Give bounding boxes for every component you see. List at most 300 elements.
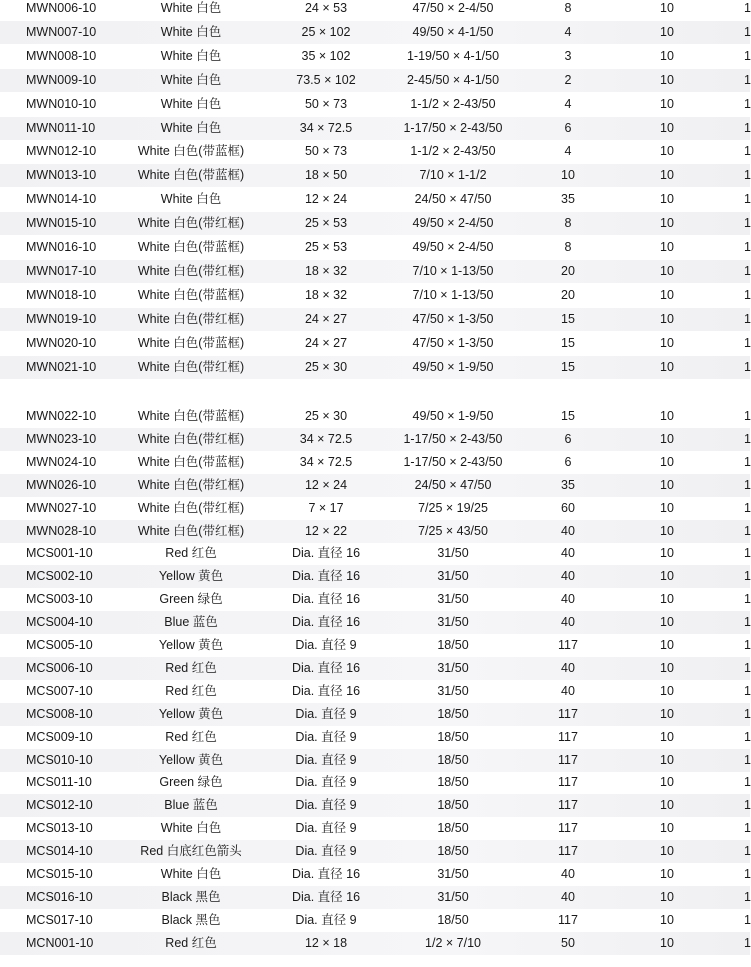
size-inch: 1-17/50 × 2-43/50 — [403, 431, 503, 446]
size-inch: 7/10 × 1-13/50 — [412, 287, 494, 302]
cut-off-value: 1 — [744, 168, 751, 183]
table-row — [0, 771, 750, 794]
product-code: MWN016-10 — [26, 240, 97, 254]
cut-off-value: 1 — [744, 48, 751, 63]
cut-off-value: 1 — [744, 752, 751, 767]
size-mm: Dia. 直径 16 — [291, 660, 361, 675]
product-code: MCS012-10 — [26, 798, 93, 813]
pack-count: 10 — [660, 615, 674, 630]
table-row — [0, 909, 750, 932]
cut-off-value: 1 — [744, 615, 751, 630]
pack-count: 10 — [660, 500, 674, 515]
cut-off-value: 1 — [744, 120, 751, 135]
pack-count: 10 — [660, 96, 674, 111]
table-row — [0, 164, 750, 187]
table-row — [0, 680, 750, 703]
quantity-per-sheet: 6 — [564, 454, 572, 469]
color-description: White 白色 — [160, 1, 222, 15]
product-code: MWN027-10 — [26, 500, 97, 515]
color-description: White 白色(带蓝框) — [137, 168, 245, 183]
quantity-per-sheet: 8 — [564, 216, 572, 231]
size-inch: 18/50 — [437, 775, 469, 790]
size-mm: 25 × 30 — [304, 409, 348, 423]
quantity-per-sheet: 35 — [561, 192, 575, 207]
pack-count: 10 — [660, 706, 674, 721]
pack-count: 10 — [660, 24, 674, 39]
size-inch: 18/50 — [437, 844, 469, 859]
cut-off-value: 1 — [744, 867, 751, 881]
cut-off-value: 1 — [744, 775, 751, 790]
color-description: White 白色(带蓝框) — [137, 240, 245, 254]
pack-count: 10 — [660, 1, 674, 15]
table-row — [0, 703, 750, 726]
pack-count: 10 — [660, 263, 674, 278]
color-description: White 白色 — [160, 24, 222, 39]
size-mm: 34 × 72.5 — [299, 431, 353, 446]
size-mm: Dia. 直径 9 — [295, 729, 357, 744]
size-inch: 18/50 — [437, 729, 469, 744]
color-description: White 白色(带蓝框) — [137, 144, 245, 159]
size-inch: 2-45/50 × 4-1/50 — [406, 72, 500, 87]
pack-count: 10 — [660, 935, 674, 950]
table-row — [0, 749, 750, 772]
size-mm: Dia. 直径 16 — [291, 546, 361, 561]
cut-off-value: 1 — [744, 638, 751, 652]
quantity-per-sheet: 117 — [558, 638, 578, 652]
quantity-per-sheet: 117 — [558, 844, 578, 859]
cut-off-value: 1 — [744, 287, 751, 302]
size-inch: 1-19/50 × 4-1/50 — [406, 48, 500, 63]
size-mm: 24 × 27 — [304, 335, 348, 350]
color-description: Blue 蓝色 — [164, 798, 218, 813]
size-mm: 35 × 102 — [301, 48, 351, 63]
quantity-per-sheet: 40 — [561, 592, 575, 607]
table-row — [0, 840, 750, 863]
size-inch: 18/50 — [437, 821, 469, 836]
product-code: MWN007-10 — [26, 24, 97, 39]
table-row — [0, 428, 750, 451]
table-row — [0, 0, 750, 20]
color-description: Blue 蓝色 — [164, 615, 218, 630]
product-code: MCS004-10 — [26, 615, 93, 630]
product-code: MCS003-10 — [26, 592, 93, 607]
quantity-per-sheet: 15 — [561, 409, 575, 423]
pack-count: 10 — [660, 912, 674, 927]
pack-count: 10 — [660, 216, 674, 231]
table-row — [0, 611, 750, 634]
quantity-per-sheet: 117 — [558, 706, 578, 721]
product-code: MCS017-10 — [26, 912, 93, 927]
cut-off-value: 1 — [744, 592, 751, 607]
product-code: MWN028-10 — [26, 523, 97, 538]
quantity-per-sheet: 10 — [561, 168, 575, 183]
product-code: MWN015-10 — [26, 216, 97, 231]
color-description: White 白色 — [160, 96, 222, 111]
quantity-per-sheet: 4 — [564, 144, 572, 159]
table-row — [0, 520, 750, 543]
cut-off-value: 1 — [744, 683, 751, 698]
color-description: White 白色 — [160, 192, 222, 207]
color-description: White 白色 — [160, 72, 222, 87]
size-inch: 7/10 × 1-13/50 — [412, 263, 494, 278]
cut-off-value: 1 — [744, 240, 751, 254]
color-description: White 白色(带红框) — [137, 311, 245, 326]
cut-off-value: 1 — [744, 192, 751, 207]
product-code: MWN008-10 — [26, 48, 97, 63]
size-mm: 24 × 27 — [304, 311, 348, 326]
table-row — [0, 932, 750, 955]
color-description: Red 红色 — [165, 546, 217, 561]
cut-off-value: 1 — [744, 96, 751, 111]
size-mm: 24 × 53 — [304, 1, 348, 15]
quantity-per-sheet: 6 — [564, 431, 572, 446]
pack-count: 10 — [660, 798, 674, 813]
size-inch: 31/50 — [437, 867, 469, 881]
size-mm: Dia. 直径 16 — [291, 867, 361, 881]
table-row — [0, 863, 750, 886]
quantity-per-sheet: 40 — [561, 615, 575, 630]
pack-count: 10 — [660, 359, 674, 374]
product-code: MWN017-10 — [26, 263, 97, 278]
color-description: Black 黑色 — [161, 912, 221, 927]
cut-off-value: 1 — [744, 569, 751, 584]
product-code: MCS013-10 — [26, 821, 93, 836]
size-inch: 18/50 — [437, 638, 469, 652]
pack-count: 10 — [660, 431, 674, 446]
pack-count: 10 — [660, 821, 674, 836]
table-row — [0, 451, 750, 474]
product-code: MWN014-10 — [26, 192, 97, 207]
cut-off-value: 1 — [744, 263, 751, 278]
quantity-per-sheet: 117 — [558, 775, 578, 790]
quantity-per-sheet: 40 — [561, 683, 575, 698]
pack-count: 10 — [660, 889, 674, 904]
size-inch: 31/50 — [437, 660, 469, 675]
size-mm: Dia. 直径 16 — [291, 615, 361, 630]
product-code: MWN006-10 — [26, 1, 97, 15]
quantity-per-sheet: 20 — [561, 263, 575, 278]
cut-off-value: 1 — [744, 477, 751, 492]
size-inch: 7/10 × 1-1/2 — [419, 168, 487, 183]
quantity-per-sheet: 4 — [564, 96, 572, 111]
cut-off-value: 1 — [744, 844, 751, 859]
color-description: Red 红色 — [165, 935, 217, 950]
size-mm: 7 × 17 — [308, 500, 344, 515]
quantity-per-sheet: 50 — [561, 935, 575, 950]
size-inch: 47/50 × 2-4/50 — [412, 1, 494, 15]
size-inch: 1-1/2 × 2-43/50 — [410, 144, 496, 159]
pack-count: 10 — [660, 523, 674, 538]
product-code: MWN023-10 — [26, 431, 97, 446]
product-code: MWN020-10 — [26, 335, 97, 350]
size-mm: Dia. 直径 9 — [295, 912, 357, 927]
quantity-per-sheet: 60 — [561, 500, 575, 515]
size-mm: Dia. 直径 9 — [295, 706, 357, 721]
pack-count: 10 — [660, 683, 674, 698]
table-row — [0, 497, 750, 520]
product-code: MCN001-10 — [26, 935, 94, 950]
cut-off-value: 1 — [744, 660, 751, 675]
color-description: White 白色(带蓝框) — [137, 454, 245, 469]
cut-off-value: 1 — [744, 821, 751, 836]
color-description: White 白色(带红框) — [137, 477, 245, 492]
size-mm: Dia. 直径 16 — [291, 889, 361, 904]
pack-count: 10 — [660, 775, 674, 790]
cut-off-value: 1 — [744, 409, 751, 423]
product-code: MCS010-10 — [26, 752, 93, 767]
color-description: Yellow 黄色 — [158, 638, 224, 652]
size-inch: 1/2 × 7/10 — [425, 935, 481, 950]
product-code: MWN010-10 — [26, 96, 97, 111]
size-inch: 18/50 — [437, 706, 469, 721]
product-code: MWN021-10 — [26, 359, 97, 374]
color-description: Red 白底红色箭头 — [140, 844, 242, 859]
product-code: MCS016-10 — [26, 889, 93, 904]
pack-count: 10 — [660, 638, 674, 652]
size-mm: 25 × 102 — [301, 24, 351, 39]
size-mm: 73.5 × 102 — [296, 72, 356, 87]
size-inch: 31/50 — [437, 592, 469, 607]
quantity-per-sheet: 4 — [564, 24, 572, 39]
size-inch: 49/50 × 4-1/50 — [412, 24, 494, 39]
quantity-per-sheet: 15 — [561, 359, 575, 374]
table-row — [0, 817, 750, 840]
size-mm: 12 × 18 — [304, 935, 348, 950]
size-mm: 12 × 22 — [304, 523, 348, 538]
quantity-per-sheet: 15 — [561, 335, 575, 350]
size-inch: 31/50 — [437, 615, 469, 630]
size-mm: Dia. 直径 9 — [295, 821, 357, 836]
table-row — [0, 21, 750, 44]
quantity-per-sheet: 8 — [564, 240, 572, 254]
size-mm: 25 × 53 — [304, 240, 348, 254]
quantity-per-sheet: 40 — [561, 546, 575, 561]
table-row — [0, 93, 750, 116]
product-code: MCS011-10 — [26, 775, 92, 790]
size-mm: Dia. 直径 16 — [291, 683, 361, 698]
cut-off-value: 1 — [744, 935, 751, 950]
color-description: White 白色 — [160, 867, 222, 881]
product-code: MWN024-10 — [26, 454, 97, 469]
quantity-per-sheet: 35 — [561, 477, 575, 492]
size-inch: 1-17/50 × 2-43/50 — [403, 454, 503, 469]
pack-count: 10 — [660, 48, 674, 63]
cut-off-value: 1 — [744, 431, 751, 446]
pack-count: 10 — [660, 72, 674, 87]
color-description: White 白色(带红框) — [137, 216, 245, 231]
quantity-per-sheet: 40 — [561, 867, 575, 881]
size-mm: 34 × 72.5 — [299, 454, 353, 469]
quantity-per-sheet: 40 — [561, 889, 575, 904]
color-description: White 白色(带红框) — [137, 359, 245, 374]
size-inch: 31/50 — [437, 683, 469, 698]
table-row — [0, 588, 750, 611]
size-inch: 47/50 × 1-3/50 — [412, 311, 494, 326]
pack-count: 10 — [660, 454, 674, 469]
pack-count: 10 — [660, 844, 674, 859]
table-row — [0, 69, 750, 92]
color-description: Black 黑色 — [161, 889, 221, 904]
product-code: MCS007-10 — [26, 683, 93, 698]
table-row — [0, 188, 750, 211]
cut-off-value: 1 — [744, 216, 751, 231]
table-row — [0, 332, 750, 355]
quantity-per-sheet: 40 — [561, 569, 575, 584]
pack-count: 10 — [660, 729, 674, 744]
quantity-per-sheet: 117 — [558, 912, 578, 927]
size-mm: 12 × 24 — [304, 192, 348, 207]
size-mm: 50 × 73 — [304, 96, 348, 111]
product-code: MWN013-10 — [26, 168, 97, 183]
size-inch: 7/25 × 19/25 — [418, 500, 488, 515]
table-row — [0, 236, 750, 259]
table-row — [0, 474, 750, 497]
size-inch: 18/50 — [437, 912, 469, 927]
size-mm: Dia. 直径 16 — [291, 569, 361, 584]
product-code: MWN026-10 — [26, 477, 97, 492]
color-description: White 白色 — [160, 821, 222, 836]
size-inch: 49/50 × 2-4/50 — [412, 240, 494, 254]
pack-count: 10 — [660, 144, 674, 159]
table-row — [0, 284, 750, 307]
pack-count: 10 — [660, 660, 674, 675]
product-code: MCS006-10 — [26, 660, 93, 675]
table-row — [0, 886, 750, 909]
quantity-per-sheet: 15 — [561, 311, 575, 326]
size-mm: 25 × 30 — [304, 359, 348, 374]
table-row — [0, 794, 750, 817]
cut-off-value: 1 — [744, 706, 751, 721]
cut-off-value: 1 — [744, 546, 751, 561]
quantity-per-sheet: 40 — [561, 660, 575, 675]
product-code: MCS001-10 — [26, 546, 93, 561]
size-inch: 31/50 — [437, 889, 469, 904]
color-description: White 白色(带蓝框) — [137, 409, 245, 423]
pack-count: 10 — [660, 120, 674, 135]
product-code: MCS002-10 — [26, 569, 93, 584]
cut-off-value: 1 — [744, 1, 751, 15]
table-row — [0, 542, 750, 565]
size-mm: Dia. 直径 16 — [291, 592, 361, 607]
product-code: MCS008-10 — [26, 706, 93, 721]
table-row — [0, 405, 750, 428]
color-description: White 白色(带红框) — [137, 431, 245, 446]
color-description: Red 红色 — [165, 660, 217, 675]
color-description: Yellow 黄色 — [158, 569, 224, 584]
cut-off-value: 1 — [744, 454, 751, 469]
quantity-per-sheet: 8 — [564, 1, 572, 15]
table-row — [0, 140, 750, 163]
pack-count: 10 — [660, 168, 674, 183]
quantity-per-sheet: 20 — [561, 287, 575, 302]
size-mm: Dia. 直径 9 — [295, 844, 357, 859]
product-code: MCS009-10 — [26, 729, 93, 744]
pack-count: 10 — [660, 867, 674, 881]
cut-off-value: 1 — [744, 912, 751, 927]
pack-count: 10 — [660, 477, 674, 492]
cut-off-value: 1 — [744, 24, 751, 39]
size-inch: 49/50 × 2-4/50 — [412, 216, 494, 231]
color-description: Green 绿色 — [159, 775, 223, 790]
size-inch: 1-17/50 × 2-43/50 — [403, 120, 503, 135]
pack-count: 10 — [660, 569, 674, 584]
color-description: Green 绿色 — [159, 592, 223, 607]
color-description: White 白色 — [160, 120, 222, 135]
product-code: MWN011-10 — [26, 120, 96, 135]
cut-off-value: 1 — [744, 889, 751, 904]
size-mm: Dia. 直径 9 — [295, 798, 357, 813]
table-row — [0, 260, 750, 283]
table-row — [0, 45, 750, 68]
color-description: White 白色(带红框) — [137, 523, 245, 538]
pack-count: 10 — [660, 592, 674, 607]
cut-off-value: 1 — [744, 500, 751, 515]
cut-off-value: 1 — [744, 729, 751, 744]
size-mm: 34 × 72.5 — [299, 120, 353, 135]
quantity-per-sheet: 117 — [558, 752, 578, 767]
table-row — [0, 117, 750, 140]
pack-count: 10 — [660, 752, 674, 767]
product-code: MWN018-10 — [26, 287, 97, 302]
size-inch: 47/50 × 1-3/50 — [412, 335, 494, 350]
quantity-per-sheet: 117 — [558, 729, 578, 744]
cut-off-value: 1 — [744, 335, 751, 350]
size-mm: Dia. 直径 9 — [295, 775, 357, 790]
product-code: MCS015-10 — [26, 867, 93, 881]
size-inch: 18/50 — [437, 752, 469, 767]
color-description: White 白色(带蓝框) — [137, 335, 245, 350]
cut-off-value: 1 — [744, 311, 751, 326]
cut-off-value: 1 — [744, 798, 751, 813]
color-description: Yellow 黄色 — [158, 706, 224, 721]
size-mm: 18 × 32 — [304, 263, 348, 278]
color-description: White 白色(带红框) — [137, 500, 245, 515]
size-mm: 18 × 50 — [304, 168, 348, 183]
pack-count: 10 — [660, 409, 674, 423]
size-inch: 18/50 — [437, 798, 469, 813]
table-row — [0, 726, 750, 749]
size-mm: 18 × 32 — [304, 287, 348, 302]
size-mm: 25 × 53 — [304, 216, 348, 231]
pack-count: 10 — [660, 311, 674, 326]
table-row — [0, 212, 750, 235]
table-row — [0, 634, 750, 657]
product-code: MCS005-10 — [26, 638, 93, 652]
size-inch: 7/25 × 43/50 — [418, 523, 488, 538]
product-code: MWN019-10 — [26, 311, 97, 326]
color-description: Red 红色 — [165, 683, 217, 698]
color-description: Yellow 黄色 — [158, 752, 224, 767]
table-row — [0, 657, 750, 680]
color-description: White 白色(带红框) — [137, 263, 245, 278]
color-description: Red 红色 — [165, 729, 217, 744]
pack-count: 10 — [660, 240, 674, 254]
product-code: MWN009-10 — [26, 72, 97, 87]
size-inch: 24/50 × 47/50 — [414, 192, 492, 207]
pack-count: 10 — [660, 192, 674, 207]
quantity-per-sheet: 3 — [564, 48, 572, 63]
table-row — [0, 565, 750, 588]
product-code: MWN012-10 — [26, 144, 97, 159]
cut-off-value: 1 — [744, 144, 751, 159]
cut-off-value: 1 — [744, 359, 751, 374]
size-inch: 31/50 — [437, 546, 469, 561]
cut-off-value: 1 — [744, 523, 751, 538]
size-inch: 49/50 × 1-9/50 — [412, 409, 494, 423]
pack-count: 10 — [660, 546, 674, 561]
size-mm: 12 × 24 — [304, 477, 348, 492]
cut-off-value: 1 — [744, 72, 751, 87]
